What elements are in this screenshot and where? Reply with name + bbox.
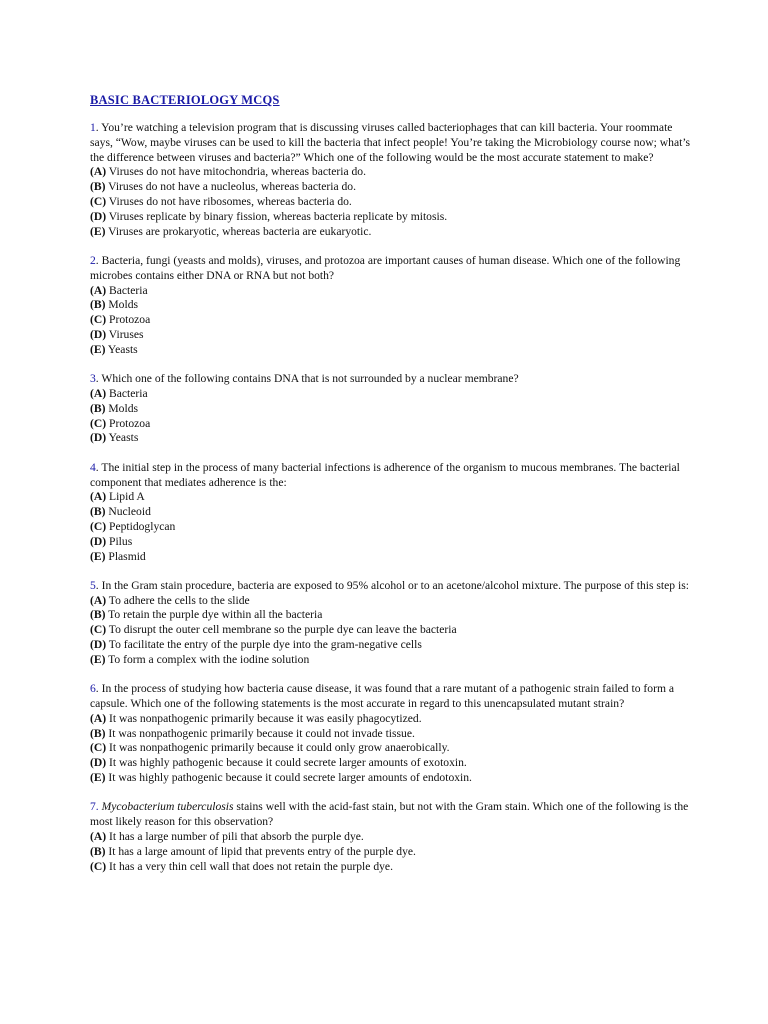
option-text: It has a very thin cell wall that does not retain the purple dye. [106, 859, 393, 873]
question-stem-text: . You’re watching a television program that is discussing viruses called bacteriophages that can kill bacteria. Your roommate says, “Wow, maybe viruses can be used to kill the bacteria that infect people! You’re taking the Microbiology course now; what’s the difference between viruses and bacteria?” Which one of the following would be the most accurate statement to make? [90, 121, 691, 164]
answer-option [90, 638, 698, 653]
option-letter: (E) [90, 771, 106, 785]
question-3 [90, 372, 698, 446]
option-letter: (E) [90, 652, 106, 666]
question-1 [90, 121, 698, 239]
question-stem-text: . The initial step in the process of many bacterial infections is adherence of the organism to mucous membranes. The bacterial component that mediates adherence is the: [90, 460, 680, 489]
option-letter: (C) [90, 313, 107, 327]
option-text: Protozoa [106, 416, 151, 430]
option-text: Yeasts [106, 431, 139, 445]
option-letter: (D) [90, 534, 107, 548]
question-5 [90, 579, 698, 668]
option-letter: (B) [90, 180, 106, 194]
option-letter: (B) [90, 844, 106, 858]
option-text: It has a large number of pili that absorb the purple dye. [106, 830, 364, 844]
option-text: Molds [105, 298, 139, 312]
question-stem-italic: Mycobacterium tuberculosis [98, 800, 234, 814]
answer-option [90, 623, 698, 638]
option-letter: (D) [90, 756, 107, 770]
option-letter: (B) [90, 505, 106, 519]
option-text: It was nonpathogenic primarily because it could only grow anaerobically. [106, 741, 450, 755]
option-text: It was highly pathogenic because it could secrete larger amounts of exotoxin. [106, 756, 467, 770]
answer-option [90, 535, 698, 550]
question-stem [90, 254, 698, 284]
answer-option [90, 727, 698, 742]
answer-option [90, 313, 698, 328]
question-7 [90, 800, 698, 874]
option-text: It was nonpathogenic primarily because it could not invade tissue. [105, 726, 415, 740]
question-stem [90, 121, 698, 165]
answer-option [90, 284, 698, 299]
option-text: To retain the purple dye within all the bacteria [105, 608, 323, 622]
answer-option [90, 298, 698, 313]
document-title: BASIC BACTERIOLOGY MCQS [90, 93, 280, 107]
question-list [90, 121, 698, 874]
option-text: Plasmid [105, 549, 146, 563]
option-text: Viruses replicate by binary fission, whereas bacteria replicate by mitosis. [106, 209, 448, 223]
option-letter: (C) [90, 859, 107, 873]
answer-option [90, 328, 698, 343]
option-letter: (A) [90, 711, 107, 725]
answer-option [90, 417, 698, 432]
question-4 [90, 461, 698, 565]
question-stem [90, 579, 698, 594]
answer-option [90, 771, 698, 786]
question-2 [90, 254, 698, 358]
option-text: Pilus [106, 534, 133, 548]
answer-option [90, 520, 698, 535]
option-letter: (B) [90, 726, 106, 740]
option-letter: (C) [90, 519, 107, 533]
question-stem [90, 461, 698, 491]
option-text: To form a complex with the iodine solution [105, 652, 310, 666]
question-stem [90, 682, 698, 712]
answer-option [90, 830, 698, 845]
answer-option [90, 431, 698, 446]
option-letter: (D) [90, 431, 107, 445]
option-text: To disrupt the outer cell membrane so the purple dye can leave the bacteria [106, 623, 457, 637]
option-text: Peptidoglycan [106, 519, 176, 533]
option-text: Lipid A [106, 490, 145, 504]
question-number: 1 [90, 121, 96, 134]
question-number-dot: . [95, 800, 99, 814]
question-stem-text: . Bacteria, fungi (yeasts and molds), viruses, and protozoa are important causes of human disease. Which one of the following microbes contains either DNA or RNA but not both? [90, 253, 681, 282]
option-letter: (A) [90, 283, 107, 297]
answer-option [90, 387, 698, 402]
option-text: Protozoa [106, 313, 151, 327]
option-letter: (D) [90, 209, 107, 223]
question-stem-text: . In the Gram stain procedure, bacteria are exposed to 95% alcohol or to an acetone/alcohol mixture. The purpose of this step is: [95, 578, 689, 592]
option-text: Nucleoid [105, 505, 151, 519]
question-number: 2 [90, 253, 96, 267]
option-letter: (E) [90, 342, 106, 356]
option-letter: (D) [90, 327, 107, 341]
question-6 [90, 682, 698, 786]
option-letter: (A) [90, 830, 107, 844]
option-letter: (B) [90, 401, 106, 415]
option-text: Viruses do not have a nucleolus, whereas bacteria do. [105, 180, 356, 194]
question-stem [90, 800, 698, 830]
answer-option [90, 756, 698, 771]
option-letter: (E) [90, 224, 106, 238]
option-text: To adhere the cells to the slide [106, 593, 250, 607]
question-stem-text: . Which one of the following contains DNA that is not surrounded by a nuclear membrane? [95, 372, 519, 386]
answer-option [90, 741, 698, 756]
question-number: 3 [90, 372, 96, 386]
option-letter: (A) [90, 490, 107, 504]
answer-option [90, 712, 698, 727]
answer-option [90, 210, 698, 225]
option-letter: (B) [90, 298, 106, 312]
option-letter: (A) [90, 593, 107, 607]
option-text: Molds [105, 401, 139, 415]
answer-option [90, 195, 698, 210]
answer-option [90, 225, 698, 240]
option-text: It was nonpathogenic primarily because it was easily phagocytized. [106, 711, 422, 725]
answer-option [90, 490, 698, 505]
option-text: Bacteria [106, 283, 148, 297]
answer-option [90, 505, 698, 520]
answer-option [90, 180, 698, 195]
answer-option [90, 594, 698, 609]
option-text: Bacteria [106, 386, 148, 400]
option-letter: (D) [90, 638, 107, 652]
option-letter: (B) [90, 608, 106, 622]
option-letter: (C) [90, 416, 107, 430]
option-letter: (E) [90, 549, 106, 563]
question-number: 5 [90, 578, 96, 592]
option-text: Viruses do not have ribosomes, whereas bacteria do. [106, 194, 352, 208]
option-letter: (C) [90, 623, 107, 637]
question-number: 4 [90, 460, 96, 474]
answer-option [90, 845, 698, 860]
answer-option [90, 402, 698, 417]
option-text: Viruses do not have mitochondria, whereas bacteria do. [106, 165, 366, 179]
answer-option [90, 860, 698, 875]
option-text: It was highly pathogenic because it could secrete larger amounts of endotoxin. [105, 771, 472, 785]
answer-option [90, 165, 698, 180]
question-stem-text: . In the process of studying how bacteria cause disease, it was found that a rare mutant of a pathogenic strain failed to form a capsule. Which one of the following statements is the most accurate in regard to this unencapsulated mutant strain? [90, 682, 675, 711]
option-text: Viruses [106, 327, 144, 341]
question-number: 7 [90, 800, 96, 814]
option-letter: (A) [90, 386, 107, 400]
option-text: Viruses are prokaryotic, whereas bacteria are eukaryotic. [105, 224, 372, 238]
option-letter: (C) [90, 741, 107, 755]
answer-option [90, 343, 698, 358]
answer-option [90, 608, 698, 623]
answer-option [90, 550, 698, 565]
option-text: Yeasts [105, 342, 138, 356]
question-stem-text: stains well with the acid-fast stain, but not with the Gram stain. Which one of the following is the most likely reason for this observation? [90, 800, 689, 829]
option-letter: (A) [90, 165, 107, 179]
question-stem [90, 372, 698, 387]
option-text: To facilitate the entry of the purple dye into the gram-negative cells [106, 638, 422, 652]
answer-option [90, 653, 698, 668]
question-number: 6 [90, 682, 96, 696]
option-text: It has a large amount of lipid that prevents entry of the purple dye. [105, 844, 416, 858]
option-letter: (C) [90, 194, 107, 208]
